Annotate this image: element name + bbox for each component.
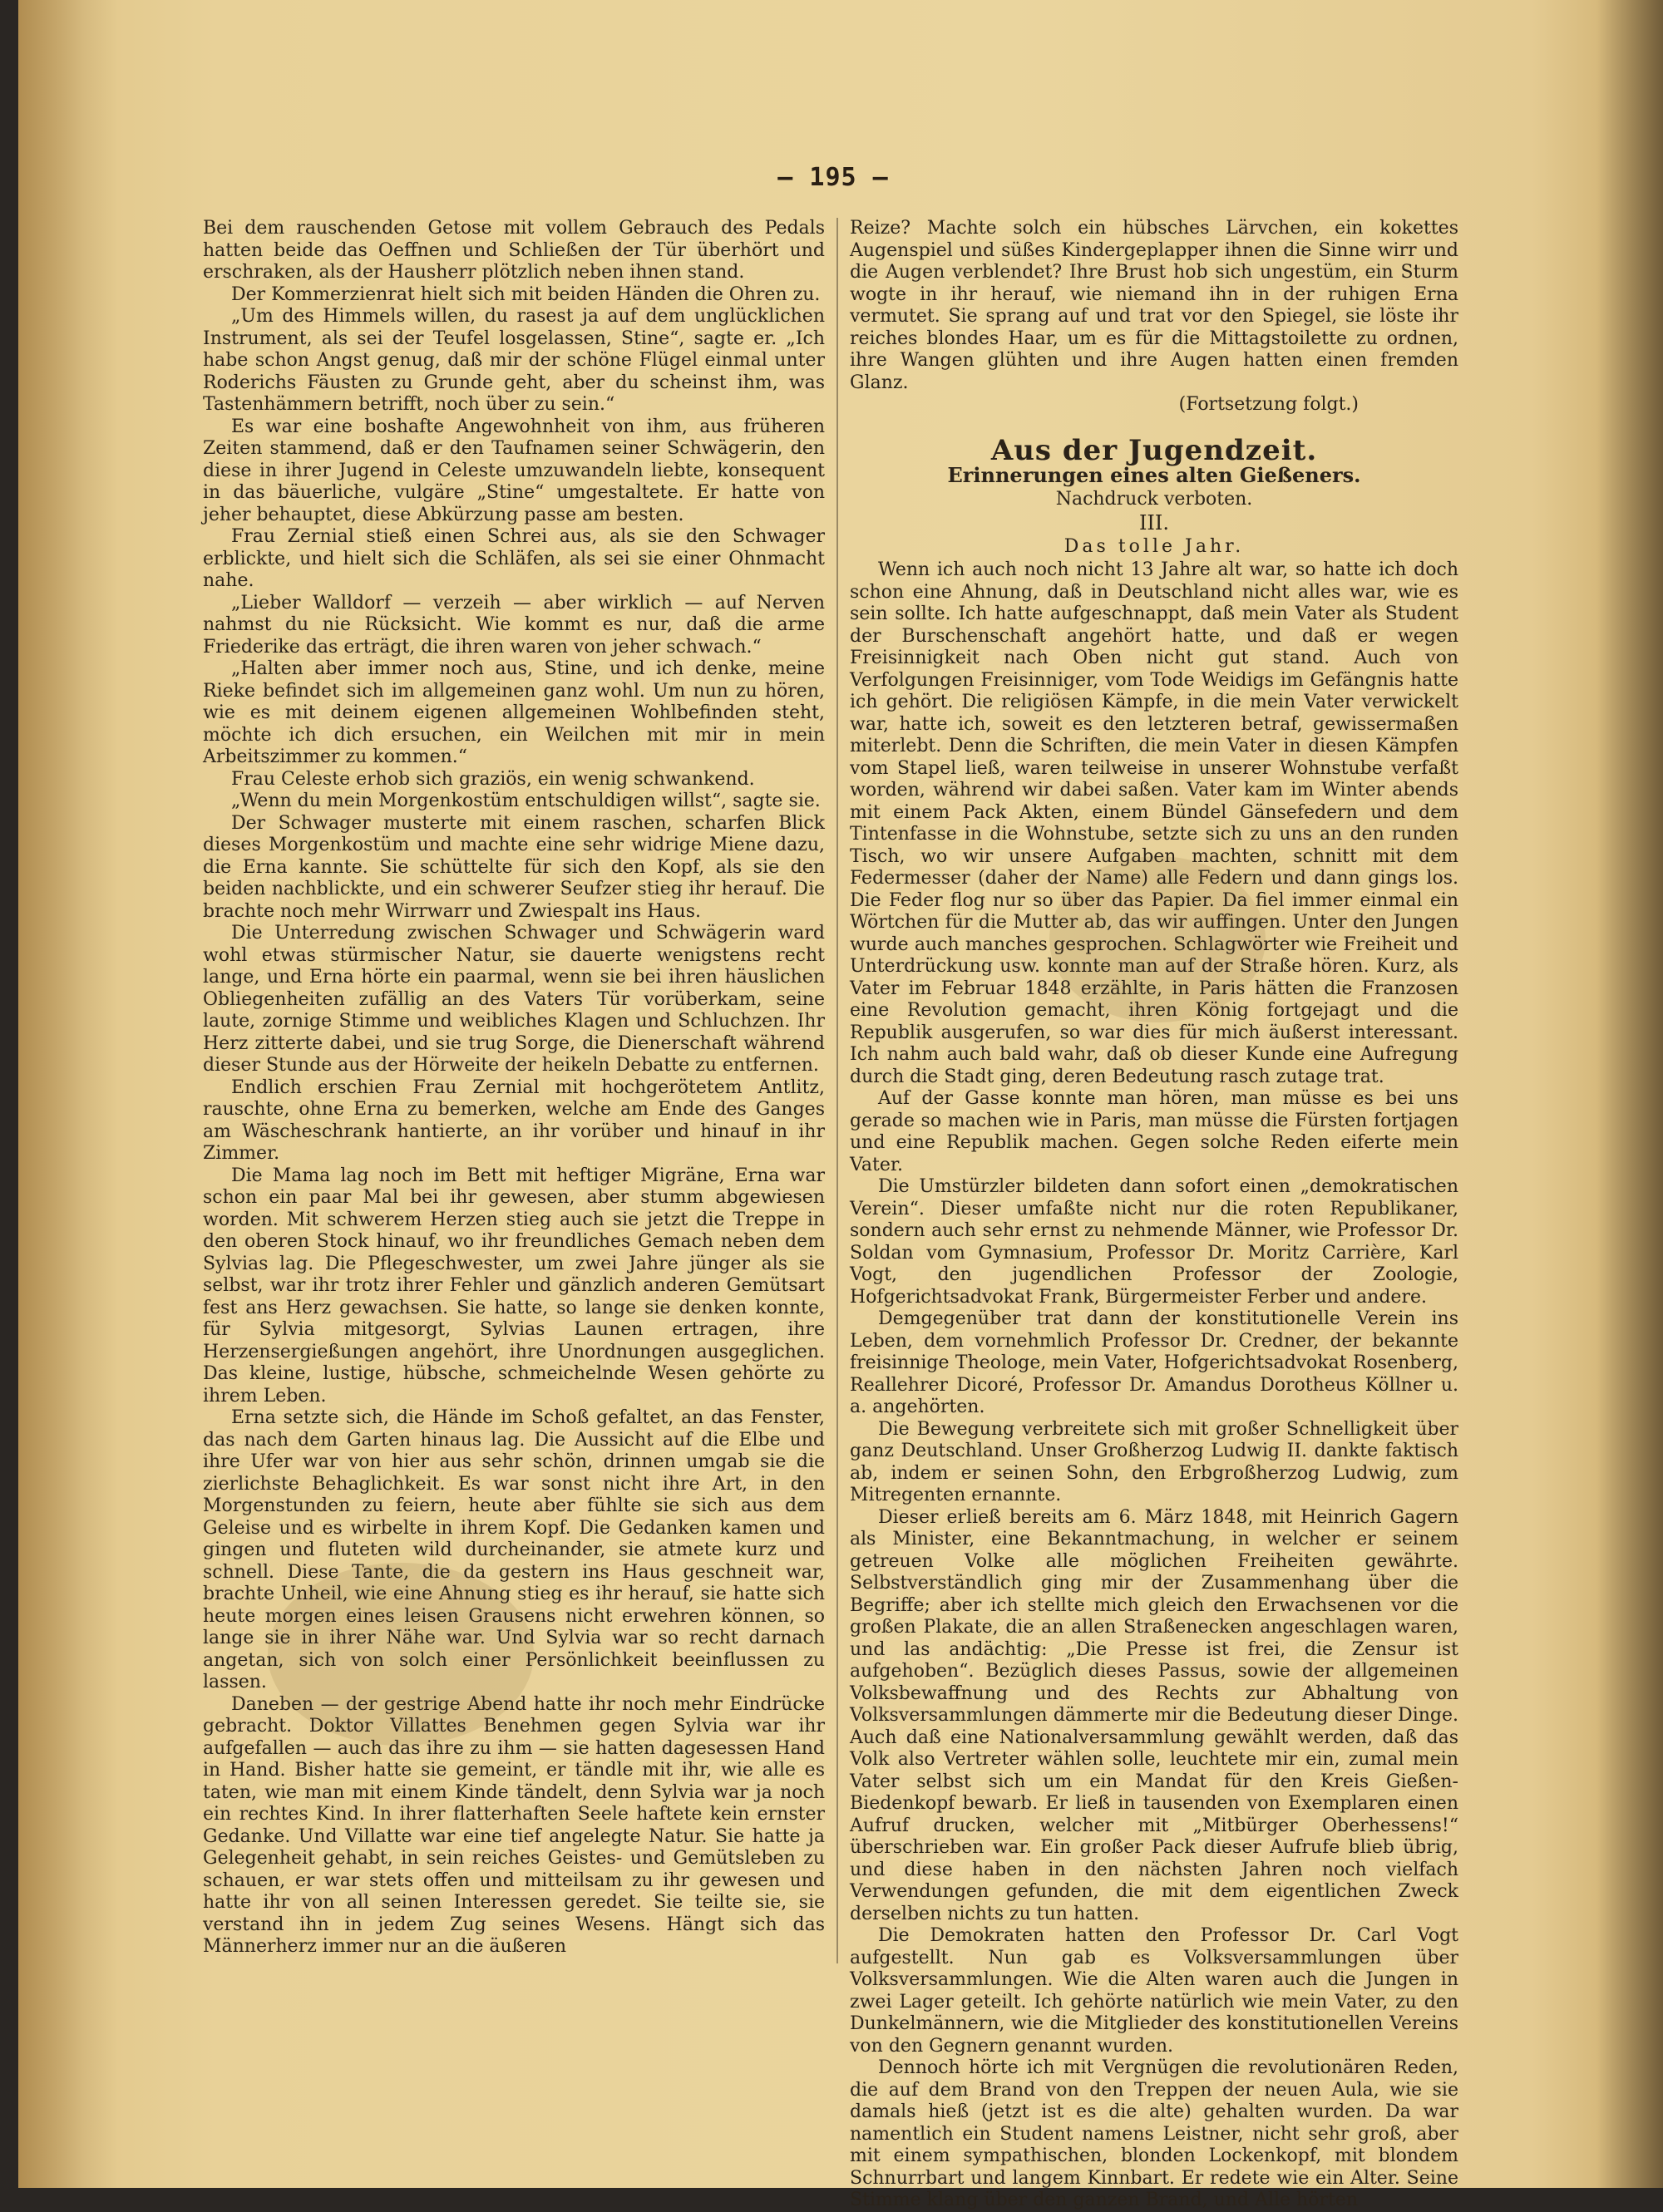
paragraph: Dennoch hörte ich mit Vergnügen die revolutionären Reden, die auf dem Brand von den Treppen der neuen Aula, wie sie damals hieß (jetzt ist es die alte) gehalten wurden. Da war namentlich ein Student namens Leistner, nicht sehr groß, aber mit einem sympathischen, blonden Lockenkopf, mit blondem Schnurrbart und langem Kinnbart. Er redete wie ein Alter. Seine Stimme klang über den ganzen Brand, und Alle hörten	[850, 2057, 1458, 2210]
part-numeral: III.	[1138, 511, 1170, 535]
paragraph: Die Umstürzler bildeten dann sofort einen „demokratischen Verein“. Dieser umfaßte nicht nur die roten Republikaner, sondern auch sehr ernst zu nehmende Männer, wie Professor Dr. Soldan vom Gymnasium, Professor Dr. Moritz Carrière, Karl Vogt, den jugendlichen Professor der Zoologie, Hofgerichtsadvokat Frank, Bürgermeister Ferber und andere.	[850, 1176, 1458, 1308]
paragraph: Frau Celeste erhob sich graziös, ein wenig schwankend.	[231, 768, 755, 790]
page-number: — 195 —	[777, 163, 889, 192]
paragraph: Die Demokraten hatten den Professor Dr. Carl Vogt aufgestellt. Nun gab es Volksversammlungen über Volksversammlungen. Wie die Alten waren auch die Jungen in zwei Lager geteilt. Ich gehörte natürlich wie mein Vater, zu den Dunkelmännern, wie die Mitglieder des konstitutionellen Vereins von den Gegnern genannt wurden.	[850, 1925, 1458, 2057]
paragraph: Wenn ich auch noch nicht 13 Jahre alt war, so hatte ich doch schon eine Ahnung, daß in Deutschland nicht alles war, wie es sein sollte. Ich hatte aufgeschnappt, daß mein Vater als Student der Burschenschaft angehört hatte, und daß er wegen Freisinnigkeit nach Oben nicht gut stand. Auch von Verfolgungen Freisinniger, vom Tode Weidigs im Gefängnis hatte ich gehört. Die religiösen Kämpfe, in die mein Vater verwickelt war, hatte ich, soweit es den letzteren betraf, gewissermaßen miterlebt. Denn die Schriften, die mein Vater in diesen Kämpfen vom Stapel ließ, waren teilweise in unserer Wohnstube verfaßt worden, während wir dabei saßen. Vater kam im Winter abends mit einem Pack Akten, einem Bündel Gänsefedern und dem Tintenfasse in die Wohnstube, setzte sich zu uns an den runden Tisch, wo wir unsere Aufgaben machten, schnitt mit dem Federmesser (daher der Name) alle Federn und dann gings los. Die Feder flog nur so über das Papier. Da fiel immer einmal ein Wörtchen für die Mutter ab, das wir auffingen. Unter den Jungen wurde auch manches gesprochen. Schlagwörter wie Freiheit und Unterdrückung usw. konnte man auf der Straße hören. Kurz, als Vater im Februar 1848 erzählte, in Paris hätten die Franzosen eine Revolution gemacht, ihren König fortgejagt und die Republik ausgerufen, so war dies für mich äußerst interessant. Ich nahm auch bald wahr, daß ob dieser Kunde eine Aufregung durch die Stadt ging, deren Bedeutung rasch zutage trat.	[850, 559, 1458, 1087]
paragraph: Die Mama lag noch im Bett mit heftiger Migräne, Erna war schon ein paar Mal bei ihr gewesen, aber stumm abgewiesen worden. Mit schwerem Herzen stieg auch sie jetzt die Treppe in den oberen Stock hinauf, wo ihr freundliches Gemach neben dem Sylvias lag. Die Pflegeschwester, um zwei Jahre jünger als sie selbst, war ihr trotz ihrer Fehler und gänzlich anderen Gemütsart fest ans Herz gewachsen. Sie hatte, so lange sie denken konnte, für Sylvia mitgesorgt, Sylvias Launen ertragen, ihre Herzensergießungen angehört, ihre Unordnungen ausgeglichen. Das kleine, lustige, hübsche, schmeichelnde Wesen gehörte zu ihrem Leben.	[203, 1165, 825, 1407]
paragraph: „Um des Himmels willen, du rasest ja auf dem unglücklichen Instrument, als sei der Teufel losgelassen, Stine“, sagte er. „Ich habe schon Angst genug, daß mir der schöne Flügel einmal unter Roderichs Fäusten zu Grunde geht, aber du scheinst ihm, was Tastenhämmern betrifft, noch über zu sein.“	[203, 306, 825, 415]
paragraph: Die Unterredung zwischen Schwager und Schwägerin ward wohl etwas stürmischer Natur, sie dauerte wenigstens recht lange, und Erna hörte ein paarmal, wenn sie bei ihren häuslichen Obliegenheiten zufällig an des Vaters Tür vorüberkam, seine laute, zornige Stimme und weibliches Klagen und Schluchzen. Ihr Herz zitterte dabei, und sie trug Sorge, die Dienerschaft während dieser Stunde aus der Hörweite der heikeln Debatte zu entfernen.	[203, 923, 825, 1076]
paragraph: Es war eine boshafte Angewohnheit von ihm, aus früheren Zeiten stammend, daß er den Taufnamen seiner Schwägerin, den diese in ihrer Jugend in Celeste umzuwandeln liebte, konsequent in das bäuerliche, vulgäre „Stine“ umgestaltete. Er hatte von jeher behauptet, diese Abkürzung passe am besten.	[203, 416, 825, 525]
chapter-title: Das tolle Jahr.	[1063, 535, 1245, 557]
paragraph: „Halten aber immer noch aus, Stine, und ich denke, meine Rieke befindet sich im allgemeinen ganz wohl. Um nun zu hören, wie es mit deinem eigenen allgemeinen Wohlbefinden steht, möchte ich dich ersuchen, ein Weilchen mit mir in mein Arbeitszimmer zu kommen.“	[203, 658, 825, 767]
memoir-body	[850, 559, 1458, 2212]
section-title: Aus der Jugendzeit.	[990, 433, 1318, 467]
paragraph: Bei dem rauschenden Getose mit vollem Gebrauch des Pedals hatten beide das Oeffnen und Schließen der Tür überhört und erschraken, als der Hausherr plötzlich neben ihnen stand.	[203, 218, 825, 283]
column-divider	[836, 218, 838, 1963]
paragraph: Frau Zernial stieß einen Schrei aus, als sie den Schwager erblickte, und hielt sich die Schläfen, als sei sie einer Ohnmacht nahe.	[203, 526, 825, 591]
reprint-notice: Nachdruck verboten.	[1055, 488, 1253, 510]
continuation-note: (Fortsetzung folgt.)	[1178, 394, 1359, 415]
paragraph: Der Kommerzienrat hielt sich mit beiden Händen die Ohren zu.	[231, 283, 821, 305]
paragraph: Die Bewegung verbreitete sich mit großer Schnelligkeit über ganz Deutschland. Unser Großherzog Ludwig II. dankte faktisch ab, indem er seinen Sohn, den Erbgroßherzog Ludwig, zum Mitregenten ernannte.	[850, 1418, 1458, 1505]
paragraph: Daneben — der gestrige Abend hatte ihr noch mehr Eindrücke gebracht. Doktor Villattes Benehmen gegen Sylvia war ihr aufgefallen — auch das ihre zu ihm — sie hatten dagesessen Hand in Hand. Bisher hatte sie gemeint, er tändle mit ihr, wie alle es taten, wie man mit einem Kinde tändelt, denn Sylvia war ja noch ein rechtes Kind. In ihrer flatterhaften Seele haftete kein ernster Gedanke. Und Villatte war eine tief angelegte Natur. Sie hatte ja Gelegenheit gehabt, in sein reiches Geistes- und Gemütsleben zu schauen, er war stets offen und mitteilsam zu ihr gewesen und hatte ihr von all seinen Interessen geredet. Sie teilte sie, sie verstand ihn in jedem Zug seines Wesens. Hängt sich das Männerherz immer nur an die äußeren	[203, 1693, 825, 1957]
paragraph: Endlich erschien Frau Zernial mit hochgerötetem Antlitz, rauschte, ohne Erna zu bemerken, welche am Ende des Ganges am Wäscheschrank hantierte, an ihr vorüber und hinauf in ihr Zimmer.	[203, 1076, 825, 1164]
right-column	[850, 218, 1458, 2212]
paragraph: Auf der Gasse konnte man hören, man müsse es bei uns gerade so machen wie in Paris, man müsse die Fürsten fortjagen und eine Republik machen. Gegen solche Reden eiferte mein Vater.	[850, 1088, 1458, 1175]
newspaper-page	[18, 0, 1663, 2210]
paragraph: „Wenn du mein Morgenkostüm entschuldigen willst“, sagte sie.	[231, 791, 821, 811]
section-subtitle: Erinnerungen eines alten Gießeners.	[947, 463, 1361, 487]
serial-story-ending	[850, 218, 1458, 394]
paragraph: Der Schwager musterte mit einem raschen, scharfen Blick dieses Morgenkostüm und machte eine sehr widrige Miene dazu, die Erna kannte. Sie schüttelte für sich den Kopf, als sie den beiden nachblickte, und ein schwerer Seufzer stieg ihr herauf. Die brachte noch mehr Wirrwarr und Zwiespalt ins Haus.	[203, 812, 825, 922]
page-binding-shadow	[1596, 0, 1663, 2188]
left-column	[203, 218, 825, 1958]
paragraph: Dieser erließ bereits am 6. März 1848, mit Heinrich Gagern als Minister, eine Bekanntmachung, in welcher er seinem getreuen Volke alle möglichen Freiheiten gewährte. Selbstverständlich ging mir der Zusammenhang über die Begriffe; aber ich stellte mich gleich den Erwachsenen vor die großen Plakate, die an allen Straßenecken angeschlagen waren, und las andächtig: „Die Presse ist frei, die Zensur ist aufgehoben“. Bezüglich dieses Passus, sowie der allgemeinen Volksbewaffnung und des Rechts zur Abhaltung von Volksversammlungen dämmerte mir die Bedeutung dieser Dinge. Auch daß eine Nationalversammlung gewählt werden, daß das Volk also Vertreter wählen solle, leuchtete mir ein, zumal mein Vater selbst sich um ein Mandat für den Kreis Gießen-Biedenkopf bewarb. Er ließ in tausenden von Exemplaren einen Aufruf drucken, welcher mit „Mitbürger Oberhessens!“ überschrieben war. Ein großer Pack dieser Aufrufe blieb übrig, und diese haben in den nächsten Jahren noch vielfach Verwendungen gefunden, die mit dem eigentlichen Zweck derselben nichts zu tun hatten.	[850, 1506, 1458, 1924]
paragraph: Erna setzte sich, die Hände im Schoß gefaltet, an das Fenster, das nach dem Garten hinaus lag. Die Aussicht auf die Elbe und ihre Ufer war von hier aus sehr schön, drinnen umgab sie die zierlichste Behaglichkeit. Es war sonst nicht ihre Art, in den Morgenstunden zu feiern, heute aber fühlte sie sich aus dem Geleise und es wirbelte in ihrem Kopf. Die Gedanken kamen und gingen und fluteten wild durcheinander, sie atmete kurz und schnell. Diese Tante, die da gestern ins Haus geschneit war, brachte Unheil, wie eine Ahnung stieg es ihr herauf, sie hatte sich heute morgen eines leisen Grausens nicht erwehren können, so lange sie in ihrer Nähe war. Und Sylvia war so recht darnach angetan, sich von solch einer Persönlichkeit beeinflussen zu lassen.	[203, 1407, 825, 1692]
paragraph: „Lieber Walldorf — verzeih — aber wirklich — auf Nerven nahmst du nie Rücksicht. Wie kommt es nur, daß die arme Friederike das erträgt, die ihren waren von jeher schwach.“	[203, 592, 825, 658]
paragraph: Demgegenüber trat dann der konstitutionelle Verein ins Leben, dem vornehmlich Professor Dr. Credner, der bekannte freisinnige Theologe, mein Vater, Hofgerichtsadvokat Rosenberg, Reallehrer Dicoré, Professor Dr. Amandus Dorotheus Köllner u. a. angehörten.	[850, 1308, 1458, 1417]
paragraph: Reize? Machte solch ein hübsches Lärvchen, ein kokettes Augenspiel und süßes Kindergeplapper ihnen die Sinne wirr und die Augen verblendet? Ihre Brust hob sich ungestüm, ein Sturm wogte in ihr herauf, wie niemand ihn in der ruhigen Erna vermutet. Sie sprang auf und trat vor den Spiegel, sie löste ihr reiches blondes Haar, um es für die Mittagstoilette zu ordnen, ihre Wangen glühten und ihre Augen hatten einen fremden Glanz.	[850, 218, 1458, 393]
